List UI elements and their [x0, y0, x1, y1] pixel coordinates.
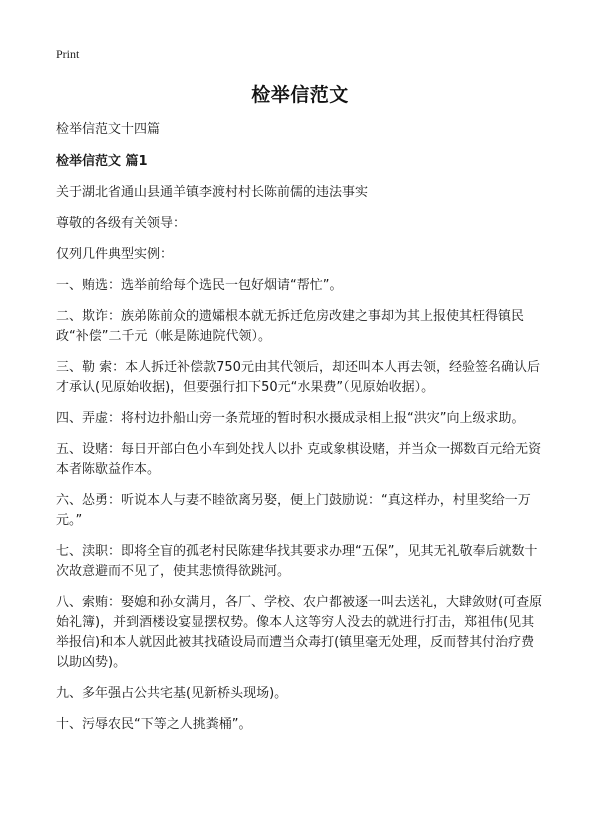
paragraph-item-8: 八、索贿：娶媳和孙女满月，各厂、学校、农户都被逐一叫去送礼，大肆敛财(可查原始礼簿)，并到酒楼设宴显摆权势。像本人这等穷人没去的就进行打击，郑祖伟(见其举报信)和本人就因此被其找碴设局而遭当众毒打(镇里毫无处理，反而替其付治疗费以助凶势)。 [56, 595, 543, 670]
paragraph-item-9: 九、多年强占公共宅基(见新桥头现场)。 [56, 686, 288, 701]
section-heading: 检举信范文 篇1 [56, 154, 148, 169]
paragraph-item-7: 七、渎职：即将全盲的孤老村民陈建华找其要求办理“五保”，见其无礼敬奉后就数十次故意避而不见了，使其悲愤得欲跳河。 [56, 544, 538, 579]
document-subtitle: 检举信范文十四篇 [56, 122, 161, 137]
paragraph-salutation: 尊敬的各级有关领导： [56, 216, 187, 231]
paragraph-item-3: 三、勒 索：本人拆迁补偿款750元由其代领后，却还叫本人再去领，经验签名确认后才承认(见原始收据)，但要强行扣下50元“水果费”（见原始收据）。 [56, 360, 540, 395]
paragraph-intro: 仅列几件典型实例： [56, 247, 174, 262]
document-body [56, 120, 546, 746]
paragraph-item-4: 四、弄虚：将村边扑船山旁一条荒垭的暂时积水摄成录相上报“洪灾”向上级求助。 [56, 411, 525, 426]
print-link[interactable]: Print [56, 47, 80, 61]
paragraph-subject: 关于湖北省通山县通羊镇李渡村村长陈前儒的违法事实 [56, 185, 369, 200]
paragraph-item-6: 六、怂勇：听说本人与妻不睦欲离另娶，便上门鼓励说：“真这样办，村里奖给一万元。” [56, 493, 531, 528]
paragraph-item-2: 二、欺诈：族弟陈前众的遗孀根本就无拆迁危房改建之事却为其上报使其枉得镇民政“补偿”二千元（帐是陈迪院代领）。 [56, 309, 525, 344]
paragraph-item-10: 十、污辱农民“下等之人挑粪桶”。 [56, 717, 252, 732]
page-title: 检举信范文 [251, 84, 349, 106]
paragraph-item-1: 一、贿选：选举前给每个选民一包好烟请“帮忙”。 [56, 278, 343, 293]
paragraph-item-5: 五、设赌：每日开部白色小车到处找人以扑 克或象棋设赌，并当众一掷数百元给无资本者陈歇益作本。 [56, 442, 542, 477]
